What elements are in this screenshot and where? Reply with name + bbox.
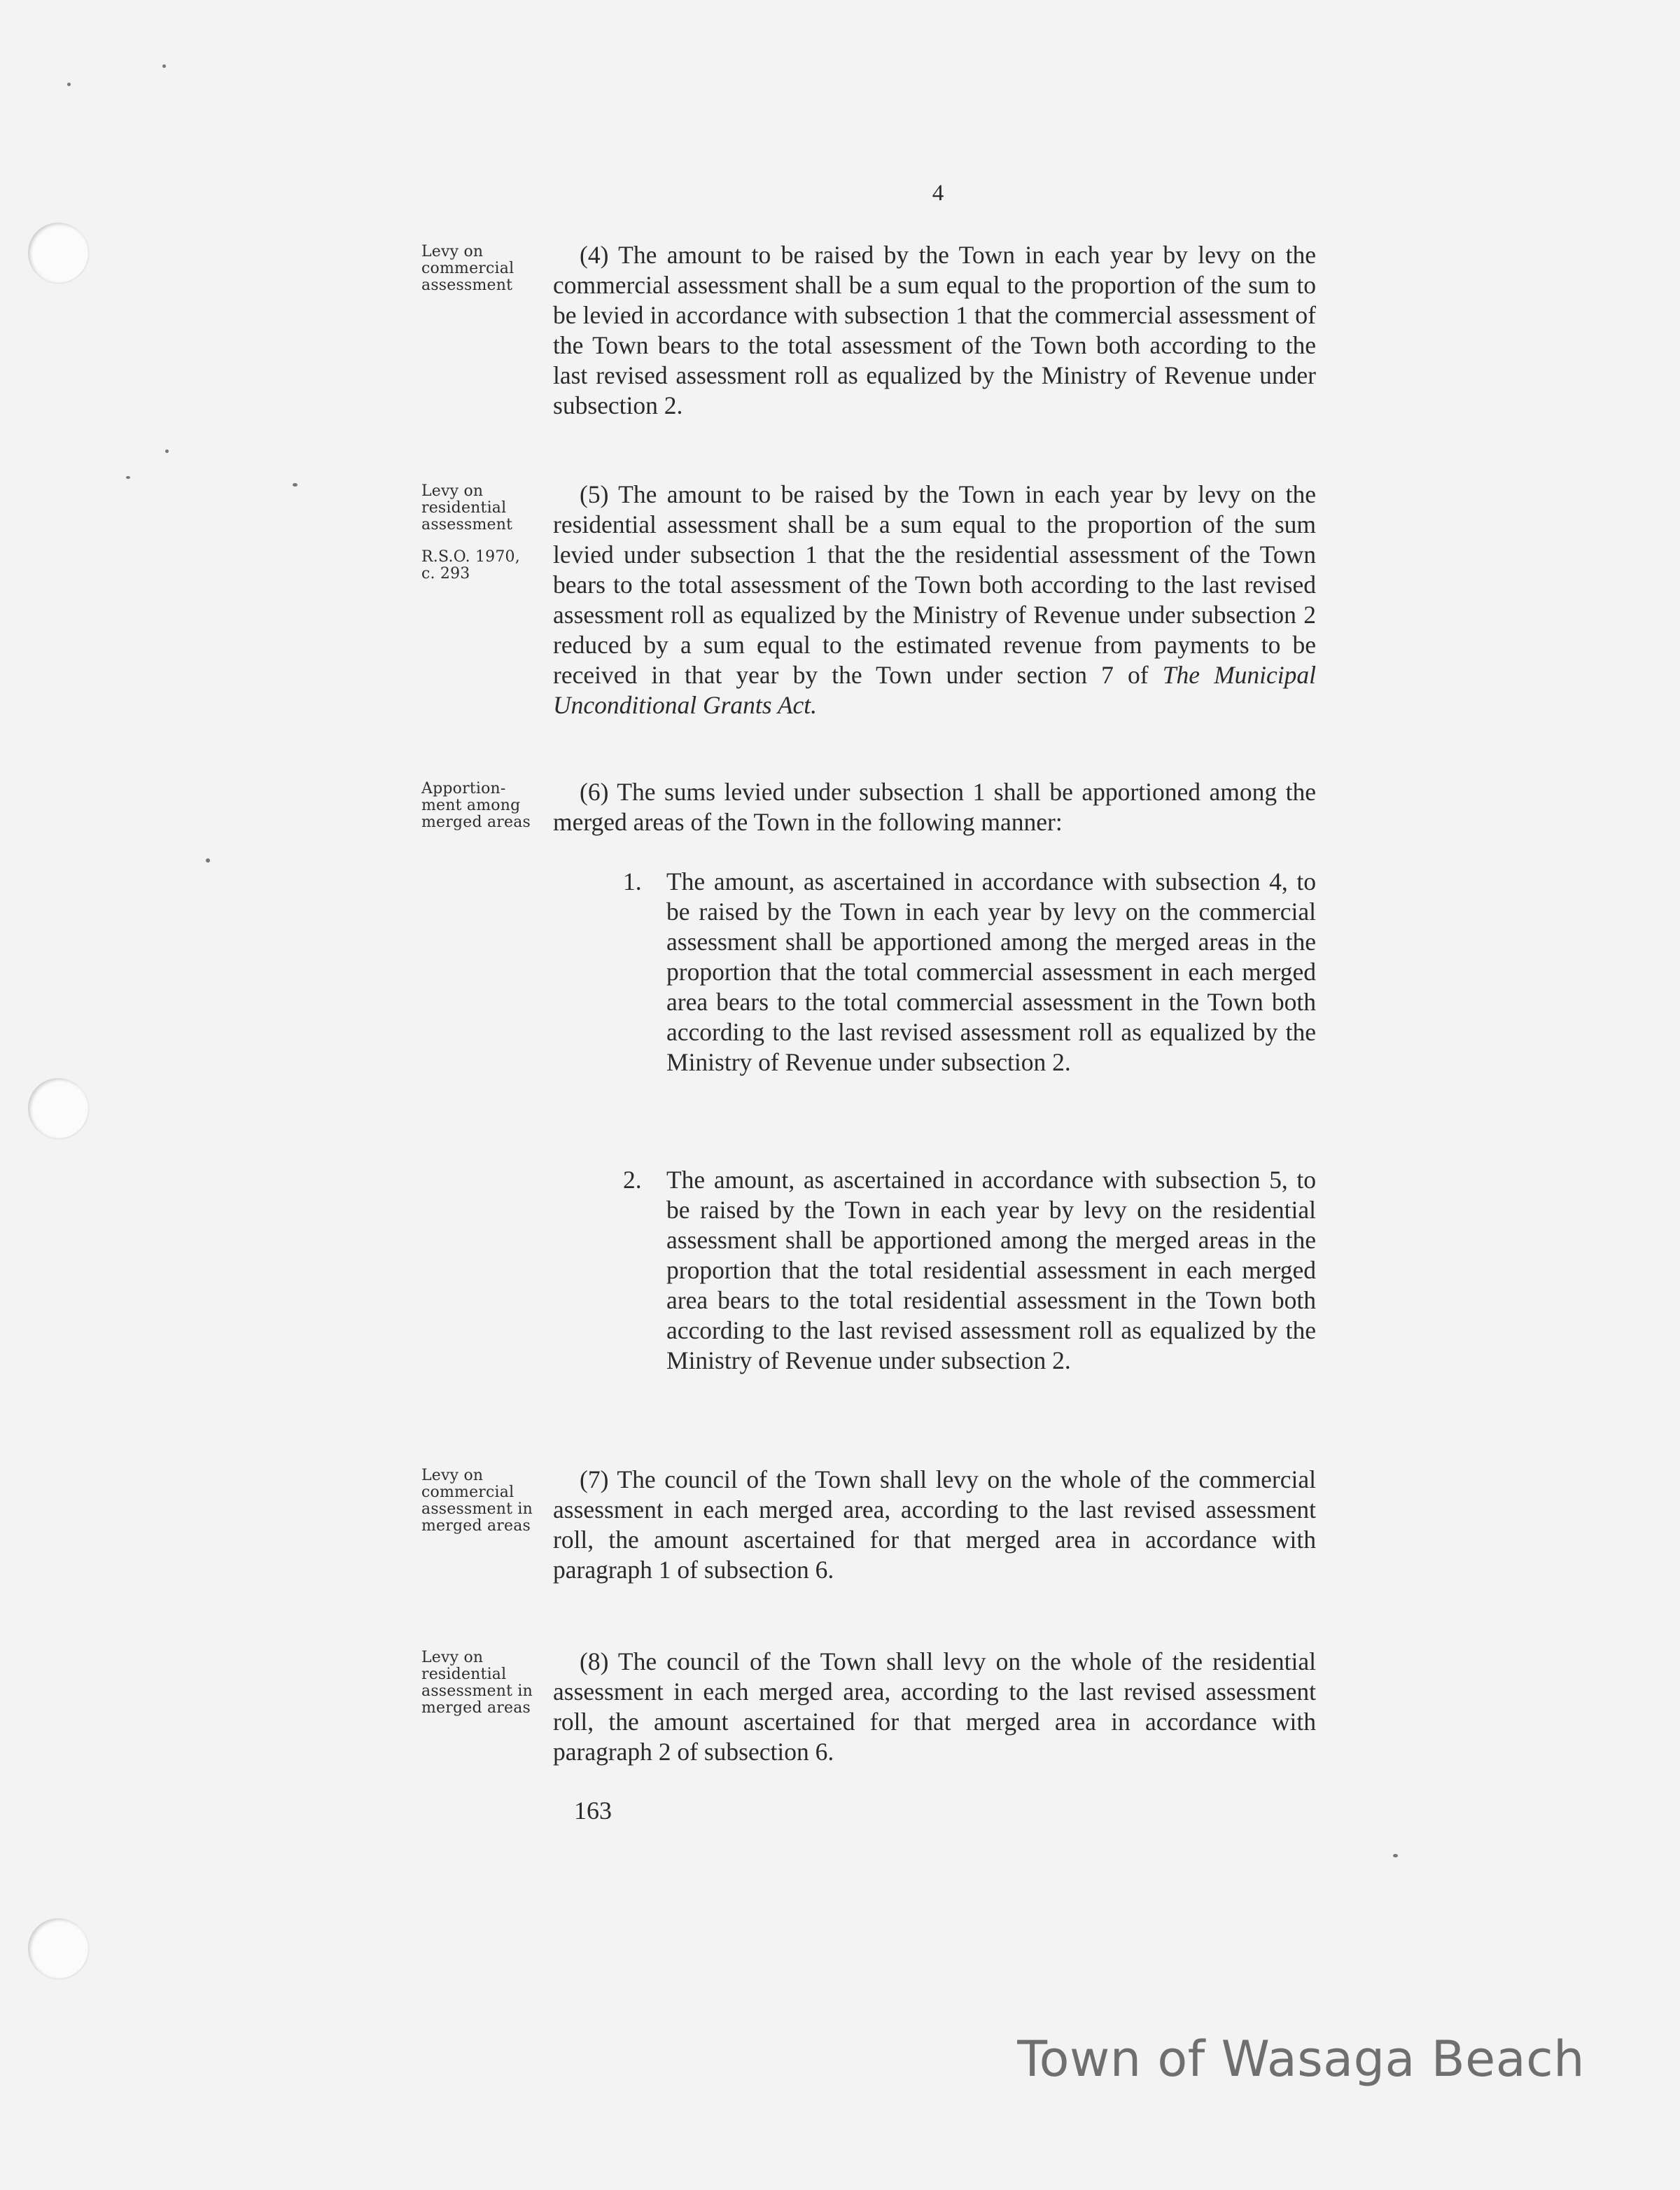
page-number: 4 <box>932 181 944 206</box>
paragraph-2-text: The amount, as ascertained in accordance with subsection 5, to be raised by the Town in each year by levy on the residential assessment shall be apportioned among the merged areas in the proportion that the total residential assessment in each merged area bears to the total residential assessment in the Town both according to the last revised assessment roll as equalized by the Ministry of Revenue under subsection 2. <box>666 1166 1316 1374</box>
paragraph-number: 1. <box>623 867 642 895</box>
paragraph-1 <box>623 867 1316 1077</box>
scan-speck <box>162 64 166 68</box>
act-title: The Municipal Unconditional Grants Act. <box>553 661 1317 719</box>
scan-speck <box>165 449 169 453</box>
watermark: Town of Wasaga Beach <box>1017 2030 1585 2088</box>
subsection-5-text <box>553 480 1316 720</box>
subsection-7-text: (7) The council of the Town shall levy on the whole of the commercial assessment in each merged area, according to the last revised assessment roll, the amount ascertained for that merged area in accordance with paragraph 1 of subsection 6. <box>553 1465 1316 1584</box>
margin-note-apportionment: Apportion- ment among merged areas <box>421 780 531 831</box>
punch-hole-bottom <box>28 1918 88 1979</box>
margin-note-levy-residential: Levy on residential assessment <box>421 482 513 533</box>
margin-note-levy-residential-merged: Levy on residential assessment in merged areas <box>421 1649 533 1717</box>
subsection-6-text: (6) The sums levied under subsection 1 shall be apportioned among the merged areas of the Town in the following manner: <box>553 778 1316 836</box>
subsection-5-body: (5) The amount to be raised by the Town in each year by levy on the residential assessment shall be a sum equal to the proportion of the sum levied under subsection 1 that the the residential assessment of the Town bears to the total assessment of the Town both according to the last revised assessment roll as equalized by the Ministry of Revenue under subsection 2 reduced by a sum equal to the estimated revenue from payments to be received in that year by the Town under section 7 of <box>553 480 1316 689</box>
scan-speck <box>206 858 210 863</box>
subsection-4-text: (4) The amount to be raised by the Town in each year by levy on the commercial assessment shall be a sum equal to the proportion of the sum to be levied in accordance with subsection 1 that the commercial assessment of the Town bears to the total assessment of the Town both according to the last revised assessment roll as equalized by the Ministry of Revenue under subsection 2. <box>553 241 1316 419</box>
scan-speck <box>126 476 130 479</box>
punch-hole-top <box>28 223 88 283</box>
scan-speck <box>293 483 298 487</box>
margin-note-levy-commercial-merged: Levy on commercial assessment in merged areas <box>421 1467 533 1535</box>
margin-note-statute-reference: R.S.O. 1970, c. 293 <box>421 548 520 583</box>
folio-number: 163 <box>574 1797 612 1825</box>
paragraph-1-text: The amount, as ascertained in accordance with subsection 4, to be raised by the Town in each year by levy on the commercial assessment shall be apportioned among the merged areas in the proportion that the total commercial assessment in each merged area bears to the total commercial assessment in the Town both according to the last revised assessment roll as equalized by the Ministry of Revenue under subsection 2. <box>666 867 1316 1076</box>
scan-speck <box>1393 1854 1398 1857</box>
scan-speck <box>67 83 71 86</box>
paragraph-2 <box>623 1165 1316 1376</box>
paragraph-number: 2. <box>623 1166 642 1194</box>
margin-note-levy-commercial: Levy on commercial assessment <box>421 243 514 294</box>
punch-hole-middle <box>28 1078 88 1138</box>
subsection-8-text: (8) The council of the Town shall levy on the whole of the residential assessment in each merged area, according to the last revised assessment roll, the amount ascertained for that merged area in accordance with paragraph 2 of subsection 6. <box>553 1647 1316 1766</box>
